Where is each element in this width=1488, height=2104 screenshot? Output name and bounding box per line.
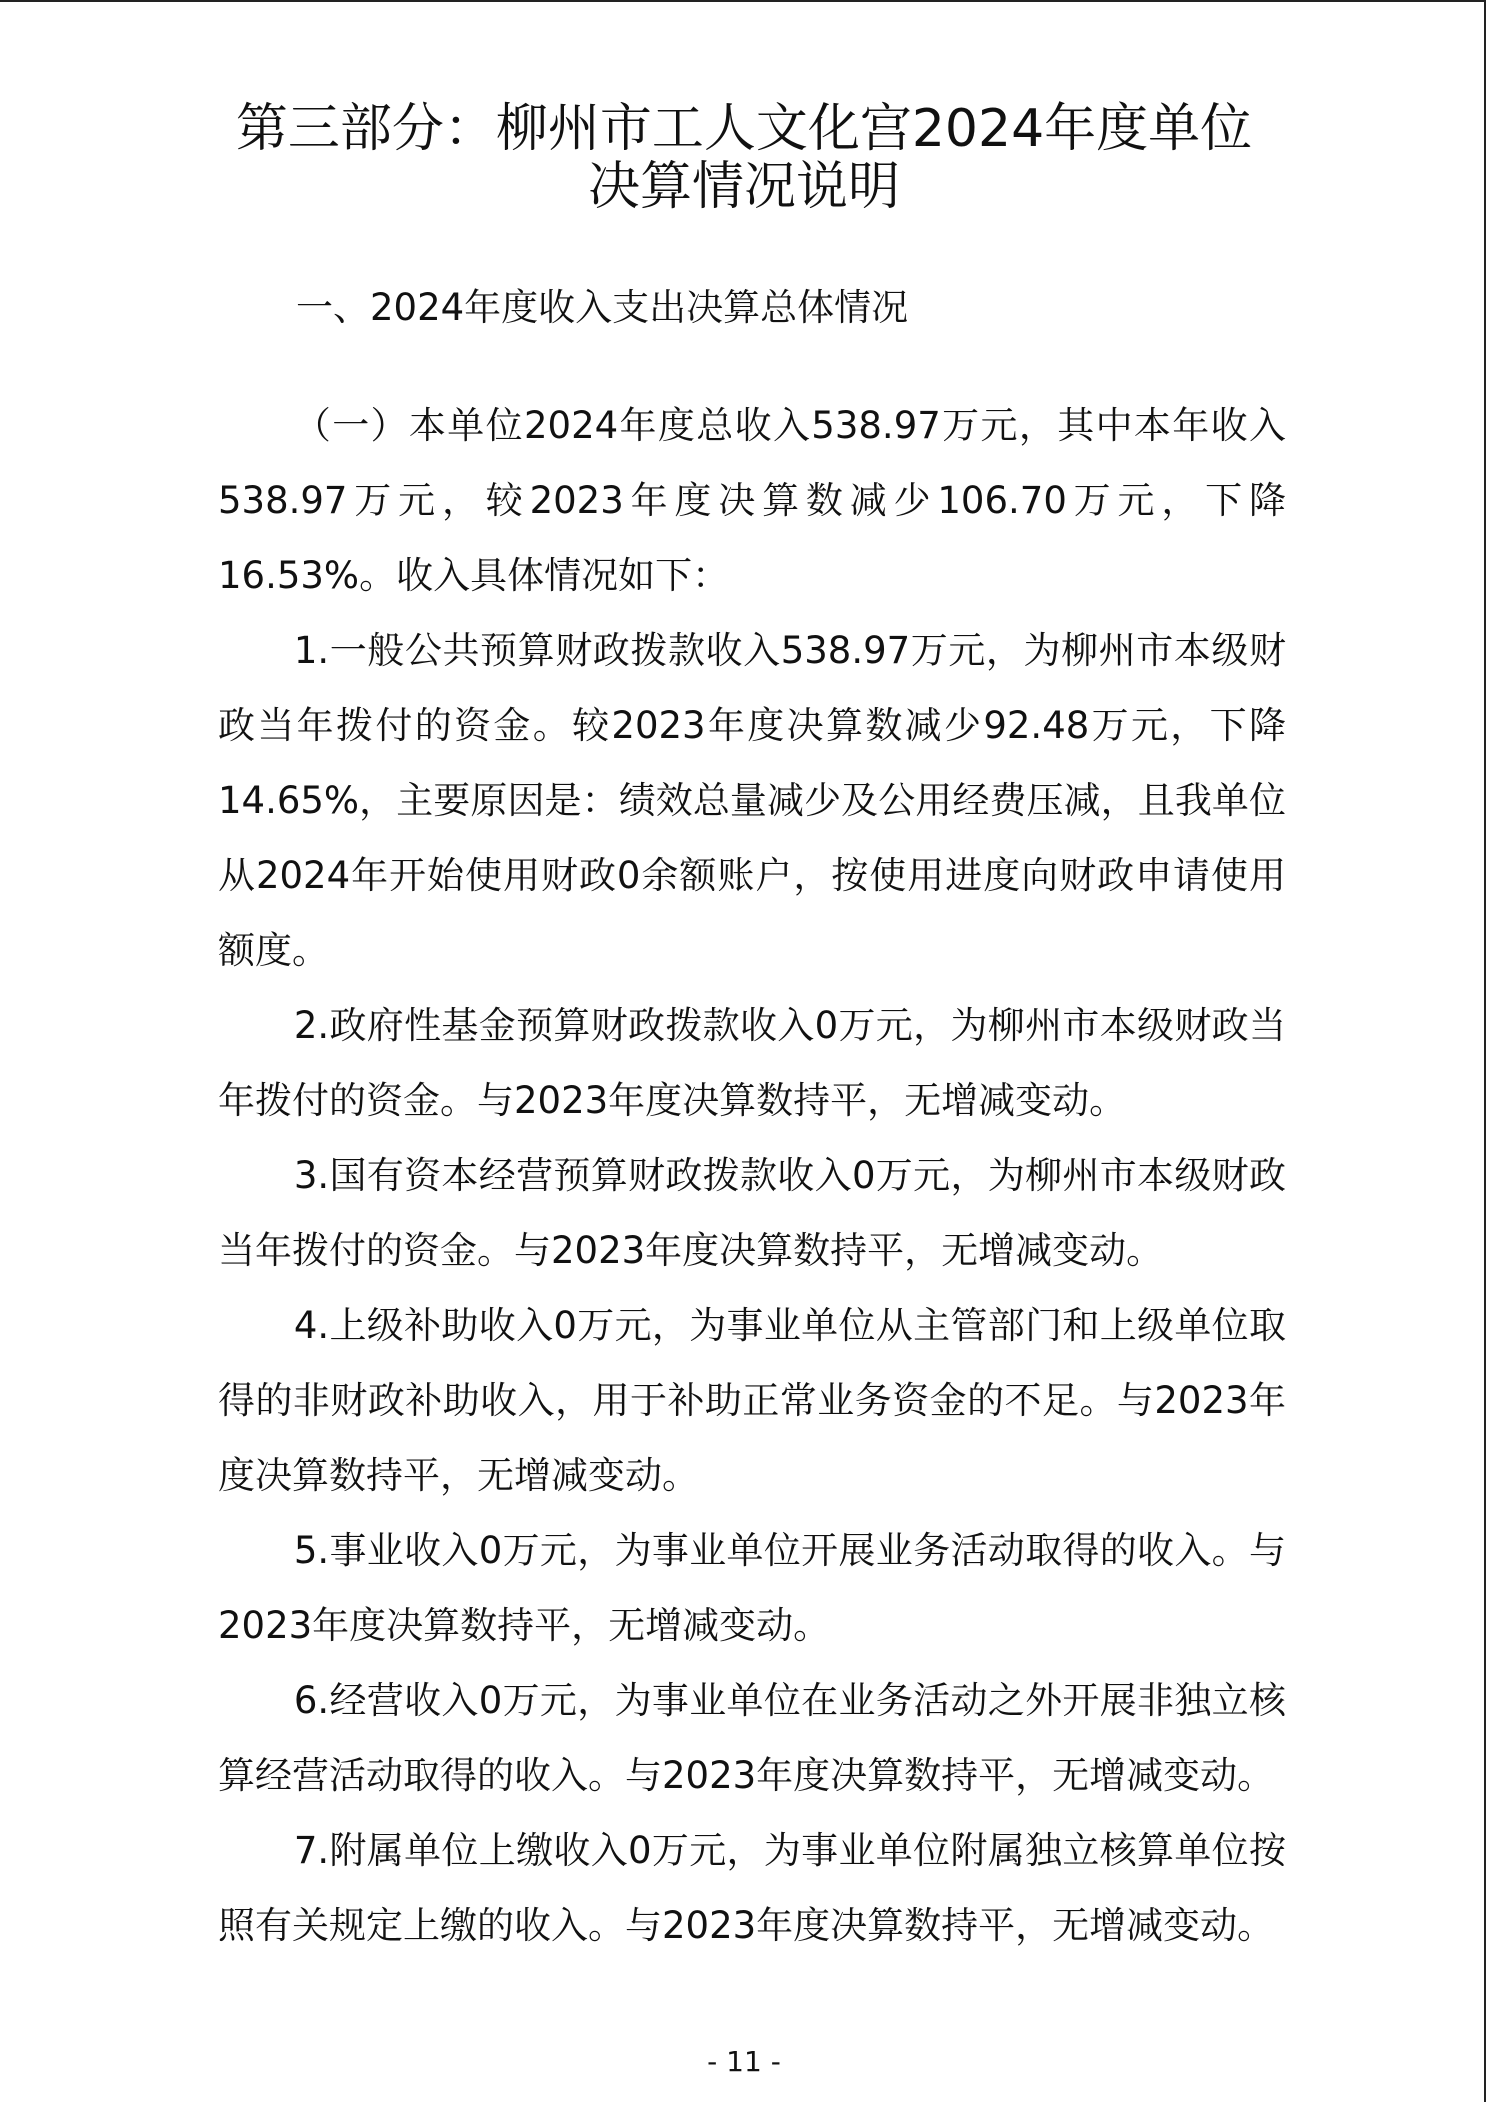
title-line-2: 决算情况说明 bbox=[587, 157, 900, 217]
document-title bbox=[150, 100, 1338, 216]
title-line-1: 第三部分：柳州市工人文化宫2024年度单位 bbox=[235, 99, 1253, 159]
paragraph-state-capital: 3.国有资本经营预算财政拨款收入0万元，为柳州市本级财政当年拨付的资金。与2023年度决算数持平，无增减变动。 bbox=[218, 1154, 1286, 1272]
paragraph-affiliate-income: 7.附属单位上缴收入0万元，为事业单位附属独立核算单位按照有关规定上缴的收入。与2023年度决算数持平，无增减变动。 bbox=[218, 1829, 1286, 1947]
paragraph-general-budget: 1.一般公共预算财政拨款收入538.97万元，为柳州市本级财政当年拨付的资金。较2023年度决算数减少92.48万元，下降14.65%，主要原因是：绩效总量减少及公用经费压减，且我单位从2024年开始使用财政0余额账户，按使用进度向财政申请使用额度。 bbox=[218, 629, 1286, 972]
paragraph-business-income: 5.事业收入0万元，为事业单位开展业务活动取得的收入。与2023年度决算数持平，无增减变动。 bbox=[218, 1529, 1286, 1647]
body-text bbox=[218, 388, 1286, 1963]
page-number: - 11 - bbox=[707, 2045, 781, 2078]
paragraph-total-income: （一）本单位2024年度总收入538.97万元，其中本年收入538.97万元，较2023年度决算数减少106.70万元，下降16.53%。收入具体情况如下： bbox=[218, 404, 1286, 597]
paragraph-operating-income: 6.经营收入0万元，为事业单位在业务活动之外开展非独立核算经营活动取得的收入。与2023年度决算数持平，无增减变动。 bbox=[218, 1679, 1286, 1797]
section-heading: 一、2024年度收入支出决算总体情况 bbox=[296, 286, 909, 329]
paragraph-superior-subsidy: 4.上级补助收入0万元，为事业单位从主管部门和上级单位取得的非财政补助收入，用于补助正常业务资金的不足。与2023年度决算数持平，无增减变动。 bbox=[218, 1304, 1286, 1497]
paragraph-government-fund: 2.政府性基金预算财政拨款收入0万元，为柳州市本级财政当年拨付的资金。与2023年度决算数持平，无增减变动。 bbox=[218, 1004, 1286, 1122]
